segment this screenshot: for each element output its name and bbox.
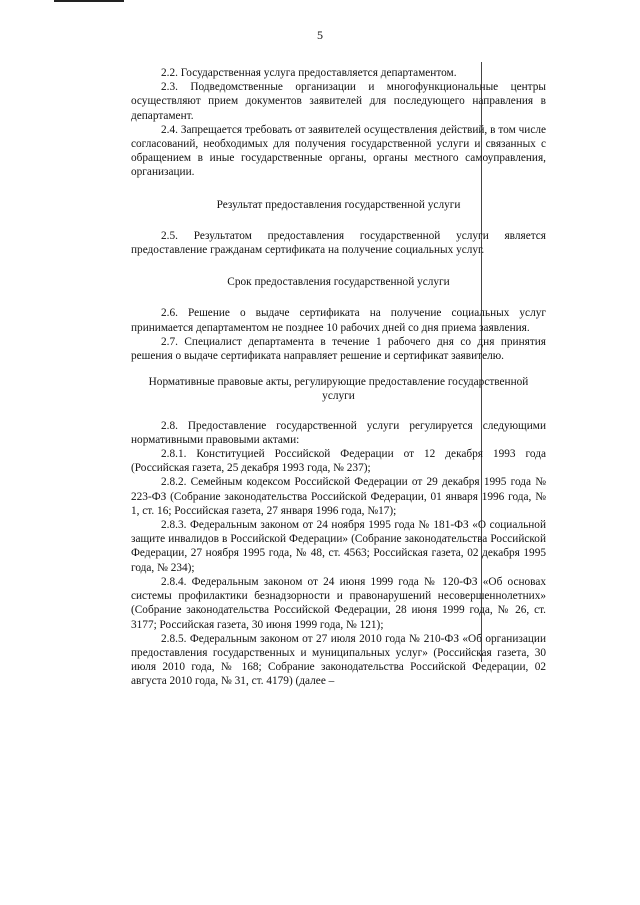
paragraph-2-6: 2.6. Решение о выдаче сертификата на получение социальных услуг принимается департаментом не позднее 10 рабочих дней со дня приема заявления. xyxy=(131,307,546,334)
paragraph-2-5: 2.5. Результатом предоставления государственной услуги является предоставление гражданам сертификата на получение социальных услуг. xyxy=(131,229,546,257)
paragraph-2-8: 2.8. Предоставление государственной услуги регулируется следующими нормативными правовыми актами: xyxy=(131,419,546,446)
paragraph-2-8-1: 2.8.1. Конституцией Российской Федерации от 12 декабря 1993 года (Российская газета, 25 декабря 1993 года, № 237); xyxy=(131,448,546,475)
paragraph-2-8-4: 2.8.4. Федеральным законом от 24 июня 1999 года № 120-ФЗ «Об основах системы профилактики безнадзорности и правонарушений несовершеннолетних» (Собрание законодательства Российской Федерации, 28 июня 1999 года, № 26, ст. 3177; Российская газета, 30 июня 1999 года, № 121); xyxy=(131,575,546,631)
paragraph-2-7: 2.7. Специалист департамента в течение 1 рабочего дня со дня принятия решения о выдаче сертификата направляет решение и сертификат заявителю. xyxy=(131,335,546,363)
section-heading-result: Результат предоставления государственной услуги xyxy=(216,198,461,211)
paragraph-2-8-2: 2.8.2. Семейным кодексом Российской Федерации от 29 декабря 1995 года № 223-ФЗ (Собрание законодательства Российской Федерации, 01 января 1996 года, № 1, ст. 16; Российская газета, 27 января 1996 года, №17); xyxy=(131,476,546,517)
top-edge-rule xyxy=(54,0,124,2)
document-body xyxy=(131,66,546,689)
section-heading-normative-acts: Нормативные правовые акты, регулирующие предоставление государственной услуги xyxy=(148,376,529,403)
paragraph-2-4: 2.4. Запрещается требовать от заявителей осуществления действий, в том числе согласований, необходимых для получения государственной услуги и связанных с обращением в иные государственные органы, органы местного самоуправления, организации. xyxy=(131,123,546,179)
paragraph-2-3: 2.3. Подведомственные организации и многофункциональные центры осуществляют прием документов заявителей для последующего направления в департамент. xyxy=(131,81,546,122)
paragraph-2-8-3: 2.8.3. Федеральным законом от 24 ноября 1995 года № 181-ФЗ «О социальной защите инвалидов в Российской Федерации» (Собрание законодательства Российской Федерации, 27 ноября 1995 года, № 48, ст. 4563; Российская газета, 02 декабря 1995 года, № 234); xyxy=(131,519,546,574)
paragraph-2-2: 2.2. Государственная услуга предоставляется департаментом. xyxy=(161,67,457,79)
paragraph-2-8-5: 2.8.5. Федеральным законом от 27 июля 2010 года № 210-ФЗ «Об организации предоставления государственных и муниципальных услуг» (Российская газета, 30 июля 2010 года, № 168; Собрание законодательства Российской Федерации, 02 августа 2010 года, № 31, ст. 4179) (далее – xyxy=(131,632,546,688)
section-heading-term: Срок предоставления государственной услуги xyxy=(227,276,450,289)
page-number: 5 xyxy=(317,28,323,42)
